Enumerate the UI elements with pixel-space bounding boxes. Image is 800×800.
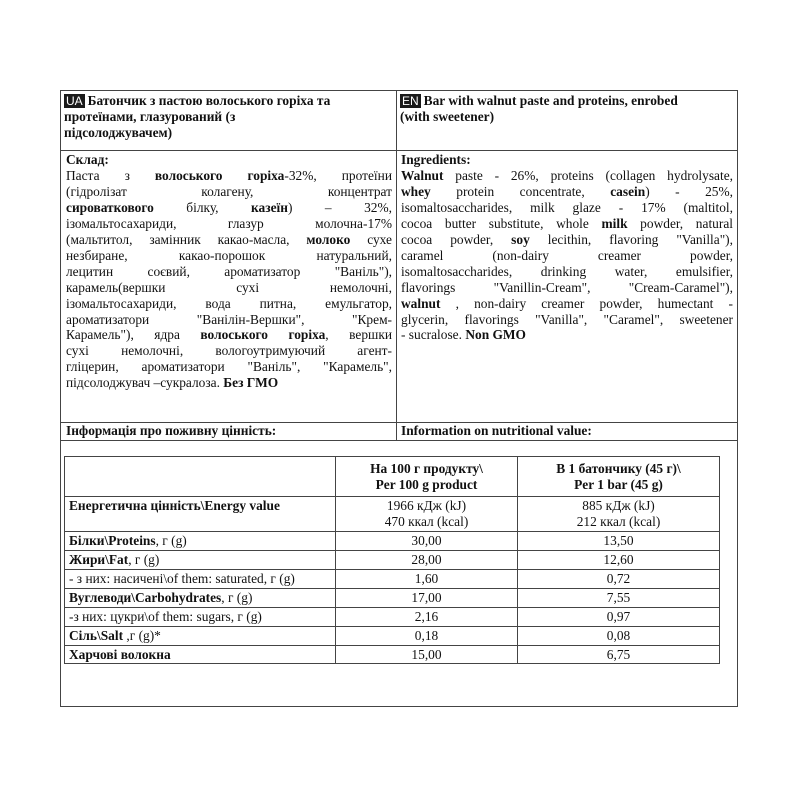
ua-ingredient-line xyxy=(66,327,392,343)
nutrient-label xyxy=(65,531,336,550)
en-ingredient-line xyxy=(401,296,733,312)
en-nutrition-heading: Information on nutritional value: xyxy=(401,423,592,438)
en-ingredient-line xyxy=(401,184,733,200)
value-per-bar xyxy=(518,550,720,569)
bold-text: whey xyxy=(401,183,431,199)
bold-text: Non GMO xyxy=(465,327,526,343)
text-run: - sucralose. xyxy=(401,327,466,343)
bold-text: сироваткового xyxy=(66,199,154,215)
text-run: ) – 32%, xyxy=(287,199,392,215)
ua-ingredient-line xyxy=(66,216,392,232)
text-run: сухі немолочні, вологоутримуючий агент- xyxy=(66,343,392,359)
nutrition-table xyxy=(64,456,720,664)
nutrition-table-body xyxy=(65,496,720,664)
text-run: cocoa powder, xyxy=(401,231,512,247)
ua-ingredients-text xyxy=(66,168,392,391)
text-run: ,г (g)* xyxy=(123,627,161,643)
bold-text: молоко xyxy=(306,231,351,247)
header-per-100g xyxy=(336,457,518,497)
text-run: isomaltosaccharides, drinking water, emulsifier, xyxy=(401,263,733,279)
nutrient-label xyxy=(65,569,336,588)
value-per-bar-text: 0,97 xyxy=(606,608,631,624)
text-run: -32%, протеїни xyxy=(284,167,392,183)
value-per-100g xyxy=(336,550,518,569)
header-per-100g-ua: На 100 г продукту\ xyxy=(370,461,483,476)
value-per-bar xyxy=(518,531,720,550)
bold-text: casein xyxy=(610,183,646,199)
text-run: , non-dairy creamer powder, humectant - xyxy=(440,295,733,311)
text-run: Паста з xyxy=(66,167,155,183)
en-badge: EN xyxy=(402,94,419,108)
bold-text: Без ГМО xyxy=(223,375,279,391)
value-per-100g-text: 17,00 xyxy=(411,589,442,605)
nutrient-label xyxy=(65,550,336,569)
bold-text: волоського горіха xyxy=(200,327,326,343)
nutrition-row xyxy=(65,645,720,664)
bold-text: Сіль\Salt xyxy=(69,627,124,643)
en-ingredient-line xyxy=(401,280,733,296)
text-run: (мальтитол, замінник какао-масла, xyxy=(66,231,307,247)
nutrition-row xyxy=(65,626,720,645)
value-per-100g xyxy=(336,645,518,664)
ua-title-cell xyxy=(64,93,392,141)
text-run: карамель(вершки сухі немолочні, xyxy=(66,279,392,295)
text-run: , г (g) xyxy=(128,551,160,567)
ua-ingredient-line xyxy=(66,184,392,200)
value-per-bar-text: 12,60 xyxy=(603,551,634,567)
row-divider-nutrition-heading xyxy=(60,440,737,441)
text-run: ізомальтосахариди, глазур молочна-17% xyxy=(66,215,392,231)
value-per-bar xyxy=(518,626,720,645)
ua-title-line-1: Батончик з пастою волоського горіха та xyxy=(87,93,331,108)
text-run: lecithin, flavoring "Vanilla"), xyxy=(529,231,733,247)
header-per-bar xyxy=(518,457,720,497)
value-per-bar xyxy=(518,588,720,607)
text-run: підсолоджувач –сукралоза. xyxy=(66,375,224,391)
nutrition-row xyxy=(65,496,720,531)
en-ingredients-heading: Ingredients: xyxy=(401,152,471,167)
text-run: isomaltosaccharides, milk glaze - 17% (maltitol, xyxy=(401,199,733,215)
en-ingredient-line xyxy=(401,232,733,248)
ua-ingredient-line xyxy=(66,296,392,312)
ua-ingredient-line xyxy=(66,248,392,264)
value-per-bar-text: 13,50 xyxy=(603,532,634,548)
en-ingredient-line xyxy=(401,248,733,264)
value-per-100g-text: 30,00 xyxy=(411,532,442,548)
value-per-100g-text: 15,00 xyxy=(411,646,442,662)
ua-ingredient-line xyxy=(66,312,392,328)
text-run: flavorings "Vanillin-Cream", "Cream-Caramel"), xyxy=(401,279,733,295)
text-run: , г (g) xyxy=(221,589,253,605)
header-per-bar-en: Per 1 bar (45 g) xyxy=(574,476,663,492)
ua-ingredient-line xyxy=(66,200,392,216)
nutrition-row xyxy=(65,531,720,550)
ua-badge: UA xyxy=(66,94,83,108)
ua-ingredients-cell xyxy=(66,152,392,391)
text-run: гліцерин, ароматизатори "Ваніль", "Карамель", xyxy=(66,359,392,375)
text-run: лецитин соєвий, ароматизатор "Ваніль"), xyxy=(66,263,392,279)
bold-text: Вуглеводи\Carbohydrates xyxy=(69,589,222,605)
text-run: protein concentrate, xyxy=(430,183,611,199)
en-title-cell xyxy=(400,93,734,125)
bold-text: Жири\Fat xyxy=(69,551,129,567)
ua-ingredient-line xyxy=(66,168,392,184)
row-divider-title xyxy=(60,150,737,151)
en-ingredient-line xyxy=(401,264,733,280)
ua-title-line-2: протеїнами, глазурований (з xyxy=(64,108,236,124)
value-per-100g-text: 2,16 xyxy=(414,608,439,624)
nutrient-label xyxy=(65,645,336,664)
text-run: білку, xyxy=(153,199,252,215)
value-per-bar-text: 885 кДж (kJ) xyxy=(582,497,655,513)
text-run: сухе xyxy=(350,231,392,247)
text-run: незбиране, какао-порошок натуральний, xyxy=(66,247,392,263)
value-per-bar xyxy=(518,496,720,531)
nutrition-row xyxy=(65,588,720,607)
text-run: ароматизатори "Ванілін-Вершки", "Крем- xyxy=(66,311,392,327)
en-ingredient-line xyxy=(401,216,733,232)
nutrition-row xyxy=(65,569,720,588)
ua-ingredient-line xyxy=(66,280,392,296)
text-run: ) - 25%, xyxy=(645,183,733,199)
ua-ingredient-line xyxy=(66,232,392,248)
text-run: glycerin, flavorings "Vanilla", "Caramel", sweetener xyxy=(401,311,733,327)
column-divider xyxy=(396,90,397,440)
nutrient-label xyxy=(65,607,336,626)
bold-text: Харчові волокна xyxy=(69,646,171,662)
nutrient-label xyxy=(65,626,336,645)
text-run: , вершки xyxy=(325,327,392,343)
text-run: caramel (non-dairy creamer powder, xyxy=(401,247,733,263)
value-per-bar-text: 0,72 xyxy=(606,570,631,586)
text-run: -з них: цукри\of them: sugars, г (g) xyxy=(69,608,262,624)
bold-text: волоського горіха xyxy=(154,167,285,183)
ua-ingredients-heading: Склад: xyxy=(66,152,109,167)
en-ingredient-line xyxy=(401,327,733,343)
text-run: powder, natural xyxy=(627,215,733,231)
value-per-100g xyxy=(336,531,518,550)
value-per-100g-text: 470 ккал (kcal) xyxy=(384,513,469,529)
value-per-bar xyxy=(518,645,720,664)
value-per-100g xyxy=(336,496,518,531)
nutrient-label xyxy=(65,588,336,607)
text-run: ізомальтосахариди, вода питна, емульгатор, xyxy=(66,295,392,311)
value-per-bar xyxy=(518,569,720,588)
value-per-100g xyxy=(336,607,518,626)
header-blank-cell xyxy=(65,457,336,497)
bold-text: Білки\Proteins xyxy=(69,532,156,548)
en-title-line-1: Bar with walnut paste and proteins, enrobed xyxy=(423,93,678,108)
text-run: Карамель"), ядра xyxy=(66,327,201,343)
ua-ingredient-line xyxy=(66,264,392,280)
value-per-bar-text: 0,08 xyxy=(606,627,631,643)
text-run: (гідролізат колагену, концентрат xyxy=(66,183,392,199)
value-per-100g-text: 1966 кДж (kJ) xyxy=(386,497,467,513)
ua-title-line-3: підсолоджувачем) xyxy=(64,124,173,140)
value-per-100g xyxy=(336,569,518,588)
value-per-100g-text: 1,60 xyxy=(414,570,439,586)
bold-text: Walnut xyxy=(401,167,444,183)
bold-text: soy xyxy=(511,231,530,247)
ua-ingredient-line xyxy=(66,359,392,375)
nutrition-header-row xyxy=(65,457,720,497)
bold-text: milk xyxy=(601,215,628,231)
header-per-bar-ua: В 1 батончику (45 г)\ xyxy=(556,461,681,476)
ua-ingredient-line xyxy=(66,343,392,359)
value-per-bar xyxy=(518,607,720,626)
ua-ingredient-line xyxy=(66,375,392,391)
value-per-100g xyxy=(336,626,518,645)
header-per-100g-en: Per 100 g product xyxy=(375,476,478,492)
ua-nutrition-heading: Інформація про поживну цінність: xyxy=(66,423,277,438)
text-run: cocoa butter substitute, whole xyxy=(401,215,602,231)
en-ingredient-line xyxy=(401,312,733,328)
en-ingredient-line xyxy=(401,168,733,184)
text-run: , г (g) xyxy=(155,532,187,548)
nutrient-label xyxy=(65,496,336,531)
text-run: paste - 26%, proteins (collagen hydrolysate, xyxy=(443,167,733,183)
value-per-100g-text: 28,00 xyxy=(411,551,442,567)
nutrition-row xyxy=(65,550,720,569)
en-ingredient-line xyxy=(401,200,733,216)
bold-text: walnut xyxy=(401,295,441,311)
bold-text: Енергетична цінність\Energy value xyxy=(69,497,280,513)
nutrition-row xyxy=(65,607,720,626)
value-per-100g-text: 0,18 xyxy=(414,627,439,643)
bold-text: казеїн xyxy=(251,199,288,215)
en-ingredients-cell xyxy=(401,152,733,343)
text-run: - з них: насичені\of them: saturated, г (g) xyxy=(69,570,295,586)
value-per-bar-text: 212 ккал (kcal) xyxy=(576,513,661,529)
en-ingredients-text xyxy=(401,168,733,343)
value-per-bar-text: 7,55 xyxy=(606,589,631,605)
value-per-bar-text: 6,75 xyxy=(606,646,631,662)
value-per-100g xyxy=(336,588,518,607)
en-title-line-2: (with sweetener) xyxy=(400,108,495,124)
